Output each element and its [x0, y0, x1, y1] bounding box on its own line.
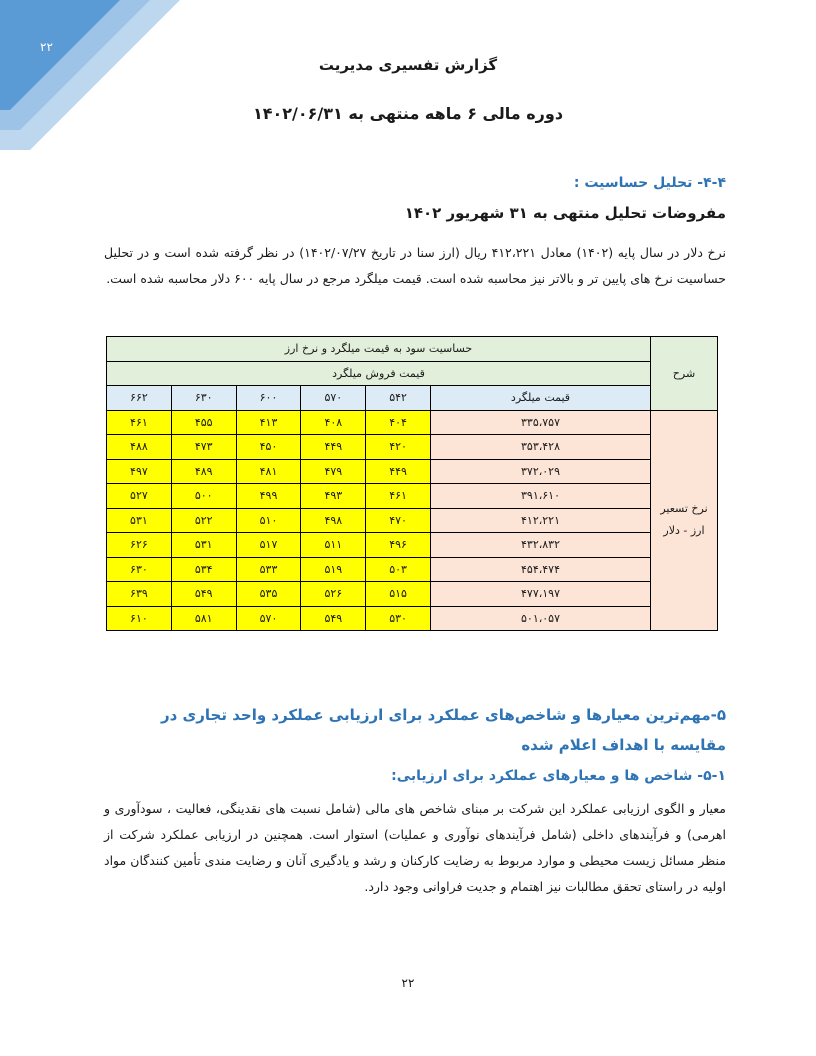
value-cell: ۶۳۹	[107, 582, 172, 607]
value-cell: ۶۳۰	[107, 557, 172, 582]
table-row	[107, 410, 718, 435]
rate-cell: ۳۵۳،۴۲۸	[431, 435, 651, 460]
value-cell: ۵۳۱	[171, 533, 236, 558]
value-cell: ۴۹۹	[236, 484, 301, 509]
value-cell: ۵۳۰	[366, 606, 431, 631]
value-cell: ۵۰۰	[171, 484, 236, 509]
rate-cell: ۴۷۷،۱۹۷	[431, 582, 651, 607]
value-cell: ۴۹۷	[107, 459, 172, 484]
corner-decoration	[0, 0, 180, 150]
value-cell: ۵۱۰	[236, 508, 301, 533]
value-cell: ۵۱۱	[301, 533, 366, 558]
table-row	[107, 435, 718, 460]
value-cell: ۵۱۷	[236, 533, 301, 558]
page-number-top: ۲۲	[40, 40, 53, 54]
section-5-1-heading: ۵-۱- شاخص ها و معیارهای عملکرد برای ارزیابی:	[391, 768, 726, 784]
table-title: حساسیت سود به قیمت میلگرد و نرخ ارز	[107, 337, 651, 362]
value-cell: ۴۹۳	[301, 484, 366, 509]
rate-cell: ۴۵۴،۴۷۴	[431, 557, 651, 582]
value-cell: ۵۱۵	[366, 582, 431, 607]
value-cell: ۵۴۹	[301, 606, 366, 631]
table-row	[107, 484, 718, 509]
rate-cell: ۵۰۱،۰۵۷	[431, 606, 651, 631]
value-cell: ۵۴۹	[171, 582, 236, 607]
table-row	[107, 582, 718, 607]
table-row	[107, 459, 718, 484]
price-label: قیمت میلگرد	[431, 386, 651, 411]
value-cell: ۵۱۹	[301, 557, 366, 582]
value-cell: ۴۷۰	[366, 508, 431, 533]
rate-cell: ۳۹۱،۶۱۰	[431, 484, 651, 509]
report-title: گزارش تفسیری مدیریت	[318, 56, 498, 74]
value-cell: ۵۳۴	[171, 557, 236, 582]
price-header: ۶۶۲	[107, 386, 172, 411]
value-cell: ۴۷۹	[301, 459, 366, 484]
col-label-sharh: شرح	[651, 337, 718, 411]
section-5-heading: ۵-مهم‌ترین معیارها و شاخص‌های عملکرد برای ارزیابی عملکرد واحد تجاری در مقایسه با اهداف اعلام شده	[160, 706, 726, 754]
value-cell: ۴۴۹	[301, 435, 366, 460]
value-cell: ۵۰۳	[366, 557, 431, 582]
table-row	[107, 606, 718, 631]
value-cell: ۶۲۶	[107, 533, 172, 558]
value-cell: ۴۸۸	[107, 435, 172, 460]
value-cell: ۵۲۲	[171, 508, 236, 533]
section-4-4-subheading: مفروضات تحلیل منتهی به ۳۱ شهریور ۱۴۰۲	[404, 204, 726, 222]
value-cell: ۴۹۸	[301, 508, 366, 533]
value-cell: ۶۱۰	[107, 606, 172, 631]
value-cell: ۴۰۸	[301, 410, 366, 435]
rate-cell: ۴۳۲،۸۳۲	[431, 533, 651, 558]
price-header: ۶۰۰	[236, 386, 301, 411]
value-cell: ۵۳۳	[236, 557, 301, 582]
value-cell: ۴۸۹	[171, 459, 236, 484]
value-cell: ۴۵۵	[171, 410, 236, 435]
row-group-label: نرخ تسعیر ارز - دلار	[651, 410, 718, 631]
sensitivity-table	[106, 336, 718, 631]
table-row	[107, 533, 718, 558]
assumptions-paragraph: نرخ دلار در سال پایه (۱۴۰۲) معادل ۴۱۲،۲۲۱ ریال (ارز سنا در تاریخ ۱۴۰۲/۰۷/۲۷) در نظر گرفته شده است و در تحلیل حساسیت نرخ های پایین تر و بالاتر نیز محاسبه شده است. قیمت میلگرد مرجع در سال پایه ۶۰۰ دلار محاسبه شده است.	[104, 245, 727, 286]
price-header: ۶۳۰	[171, 386, 236, 411]
rate-cell: ۴۱۲،۲۲۱	[431, 508, 651, 533]
value-cell: ۴۶۱	[366, 484, 431, 509]
value-cell: ۵۳۵	[236, 582, 301, 607]
table-row	[107, 508, 718, 533]
value-cell: ۴۱۳	[236, 410, 301, 435]
value-cell: ۵۳۱	[107, 508, 172, 533]
page-number-bottom: ۲۲	[401, 976, 415, 990]
value-cell: ۴۰۴	[366, 410, 431, 435]
price-header: ۵۴۲	[366, 386, 431, 411]
value-cell: ۴۵۰	[236, 435, 301, 460]
section-4-4-heading: ۴-۴- تحلیل حساسیت :	[573, 175, 726, 191]
rate-cell: ۳۷۲،۰۲۹	[431, 459, 651, 484]
value-cell: ۵۷۰	[236, 606, 301, 631]
rate-cell: ۳۳۵،۷۵۷	[431, 410, 651, 435]
value-cell: ۵۲۷	[107, 484, 172, 509]
value-cell: ۴۴۹	[366, 459, 431, 484]
report-period: دوره مالی ۶ ماهه منتهی به ۱۴۰۲/۰۶/۳۱	[252, 104, 564, 123]
value-cell: ۴۶۱	[107, 410, 172, 435]
value-cell: ۴۷۳	[171, 435, 236, 460]
price-header: ۵۷۰	[301, 386, 366, 411]
value-cell: ۴۹۶	[366, 533, 431, 558]
value-cell: ۴۸۱	[236, 459, 301, 484]
table-subtitle: قیمت فروش میلگرد	[107, 361, 651, 386]
value-cell: ۵۸۱	[171, 606, 236, 631]
table-row	[107, 557, 718, 582]
value-cell: ۴۲۰	[366, 435, 431, 460]
performance-paragraph: معیار و الگوی ارزیابی عملکرد این شرکت بر مبنای شاخص های مالی (شامل نسبت های نقدینگی، فعالیت ، سودآوری و اهرمی) و فرآیندهای داخلی (شامل فرآیندهای نوآوری و عملیات) استوار است. همچنین در ارزیابی عملکرد شرکت از منظر مسائل زیست محیطی و موارد مربوط به رضایت کارکنان و رشد و یادگیری آنان و رضایت مندی تأمین کنندگان مواد اولیه در راستای تحقق مطالبات نیز اهتمام و جدیت فراوانی وجود دارد.	[104, 801, 726, 894]
value-cell: ۵۲۶	[301, 582, 366, 607]
